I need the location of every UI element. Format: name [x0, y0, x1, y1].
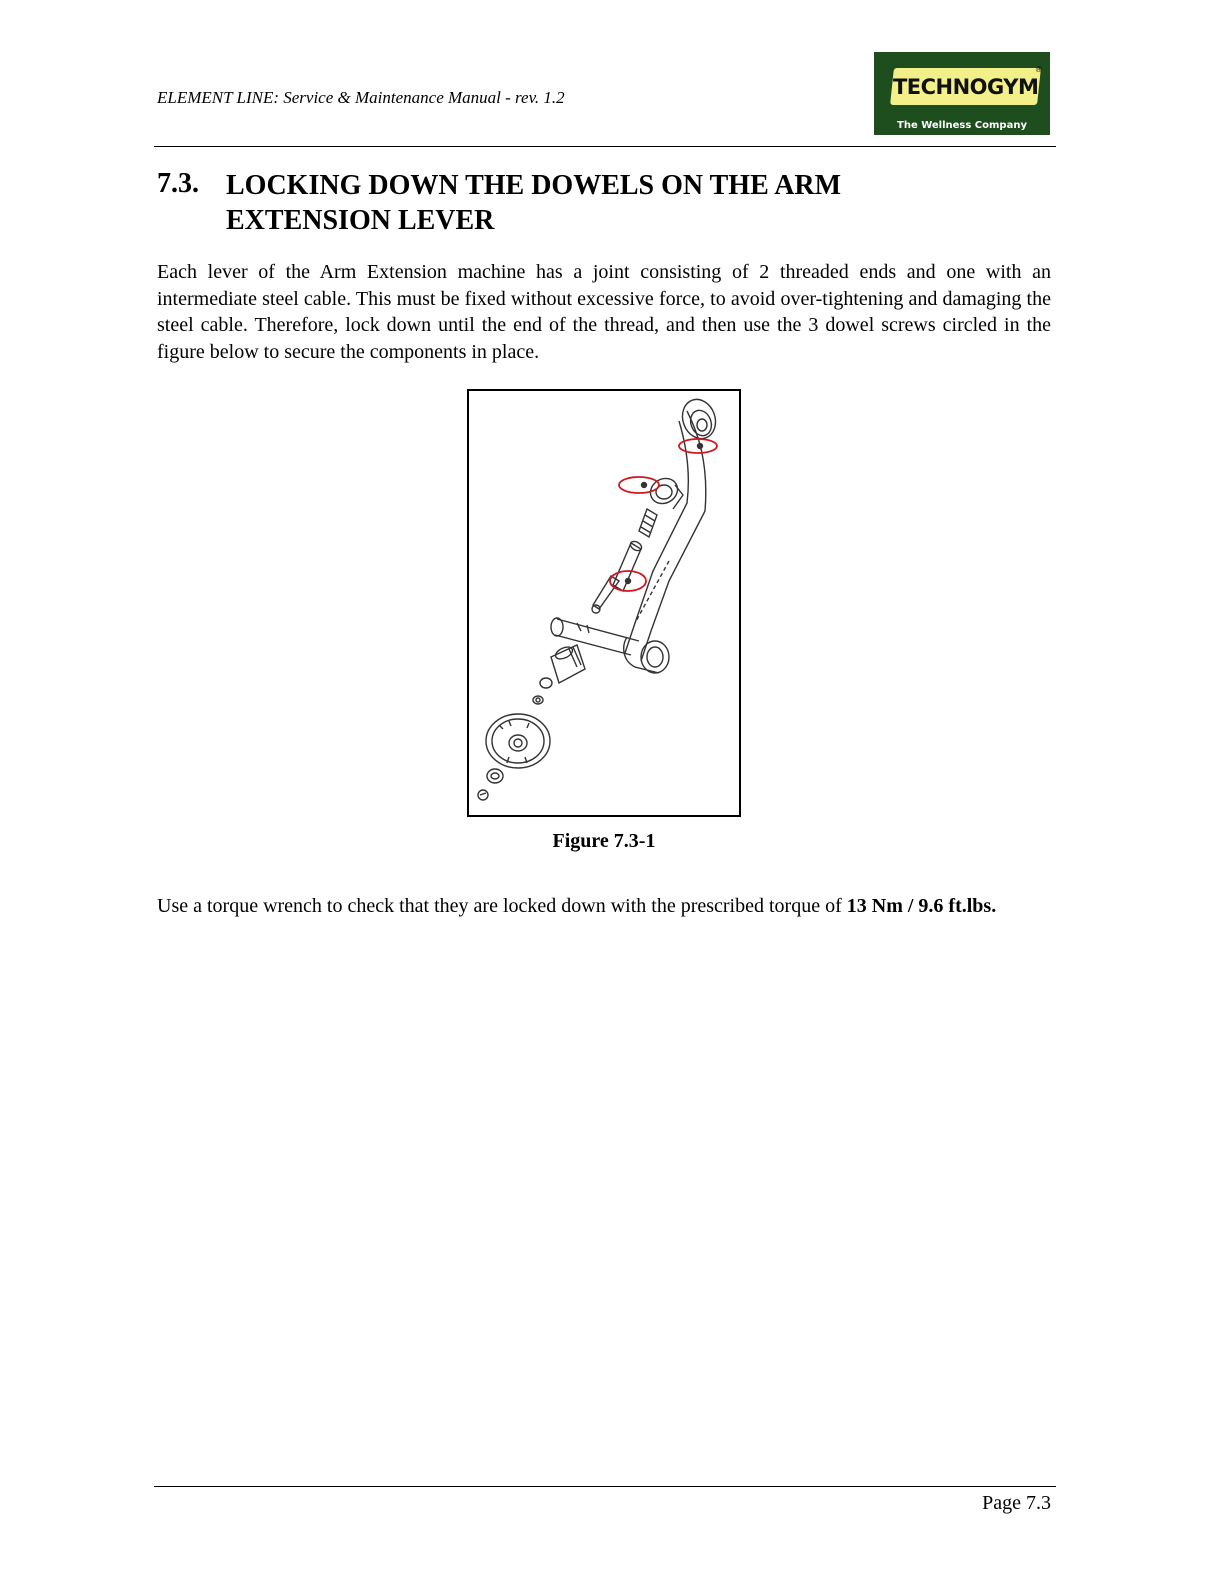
- washer-a: [540, 678, 552, 688]
- pulley: [486, 714, 550, 768]
- figure-frame: [467, 389, 741, 817]
- torque-value: 13 Nm / 9.6 ft.lbs.: [846, 895, 997, 917]
- lower-joint-ring: [641, 641, 669, 673]
- nut: [487, 769, 503, 783]
- torque-text: Use a torque wrench to check that they are locked down with the prescribed torque of: [157, 895, 847, 917]
- technogym-logo: [874, 52, 1050, 135]
- torque-paragraph: [157, 893, 1051, 920]
- figure-caption: Figure 7.3-1: [552, 830, 656, 852]
- header-divider: [154, 146, 1056, 147]
- logo-brand-text: TECHNOGYM: [892, 74, 1039, 99]
- threaded-end: [639, 509, 657, 537]
- bottom-screw: [478, 790, 488, 800]
- arm-extension-lever-diagram: [469, 391, 738, 814]
- logo-registered-mark: ®: [1034, 65, 1044, 74]
- washer-b: [533, 696, 543, 704]
- section-number: 7.3.: [157, 168, 199, 199]
- page-number: Page 7.3: [982, 1492, 1051, 1514]
- section-title: LOCKING DOWN THE DOWELS ON THE ARM EXTENSION LEVER: [226, 170, 842, 236]
- logo-mark: [890, 65, 1044, 105]
- body-paragraph: Each lever of the Arm Extension machine has a joint consisting of 2 threaded ends and one with an intermediate steel cable. This must be fixed without excessive force, to avoid over-tightening and damaging the steel cable. Therefore, lock down until the end of the thread, and then use the 3 dowel screws circled in the figure below to secure the components in place.: [157, 261, 1051, 363]
- lever-tube: [641, 411, 706, 661]
- header-title: ELEMENT LINE: Service & Maintenance Manual - rev. 1.2: [157, 88, 565, 107]
- footer-divider: [154, 1486, 1056, 1487]
- logo-tagline: The Wellness Company: [897, 120, 1027, 131]
